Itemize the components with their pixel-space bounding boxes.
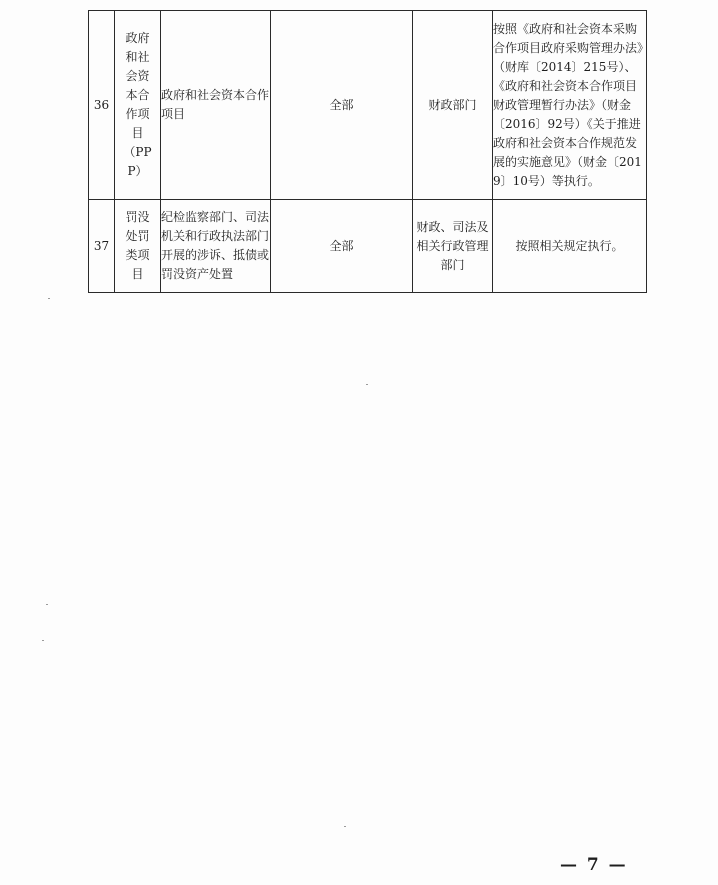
row-index: 37 [89,200,115,293]
project-name: 罚没处罚类项目 [125,210,150,281]
responsible-department: 财政、司法及相关行政管理部门 [413,200,493,293]
scan-speck [344,826,346,827]
responsible-department: 财政部门 [413,11,493,200]
project-table [88,10,647,293]
project-name-cell [115,200,161,293]
scan-speck [366,384,368,385]
scan-speck [42,640,44,641]
project-range: 全部 [271,11,413,200]
scan-speck [46,604,48,605]
scan-speck [48,298,50,299]
table-row [89,200,647,293]
row-index: 36 [89,11,115,200]
table-row [89,11,647,200]
project-scope: 政府和社会资本合作项目 [161,11,271,200]
project-range: 全部 [271,200,413,293]
project-name-cell [115,11,161,200]
page-number: — 7 — [560,855,628,875]
policy-basis: 按照相关规定执行。 [493,200,647,293]
project-name: 政府和社会资本合作项目（PPP） [123,31,152,178]
project-scope: 纪检监察部门、司法机关和行政执法部门开展的涉诉、抵债或罚没资产处置 [161,200,271,293]
policy-basis: 按照《政府和社会资本采购合作项目政府采购管理办法》（财库〔2014〕215号）、《政府和社会资本合作项目财政管理暂行办法》（财金〔2016〕92号）《关于推进政府和社会资本合作规范发展的实施意见》（财金〔2019〕10号）等执行。 [493,11,647,200]
